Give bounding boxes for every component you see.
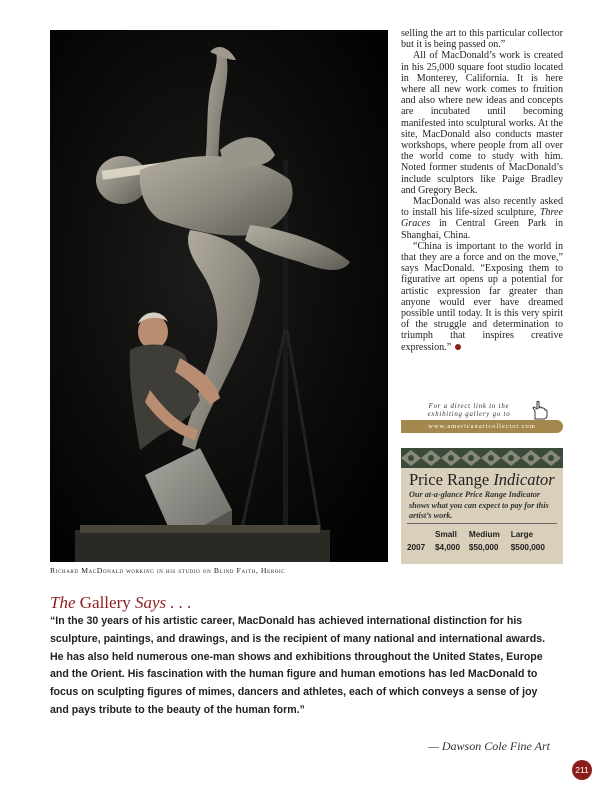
header-medium: Medium [468, 530, 500, 539]
price-range-indicator [401, 448, 563, 564]
artwork-title: Three Graces [401, 207, 563, 230]
studio-photo [50, 30, 388, 562]
price-range-title-italic: Indicator [493, 470, 555, 489]
paragraph-3-start: MacDonald was also recently asked to install his life-sized sculpture, [401, 196, 563, 219]
paragraph-3-end: in Central Green Park in Shanghai, China. [401, 218, 563, 241]
heading-the: The [50, 593, 76, 612]
sculpture-illustration [50, 30, 388, 562]
pointing-hand-icon [529, 399, 551, 421]
price-small: $4,000 [435, 543, 461, 552]
article-column [401, 28, 563, 353]
price-table-row [407, 541, 557, 554]
price-range-title-plain: Price Range [409, 470, 494, 489]
gallery-url-link[interactable]: www.americanartcollector.com [401, 420, 563, 433]
paragraph-3 [401, 196, 563, 241]
gallery-link-box [401, 397, 563, 437]
price-range-title [409, 470, 555, 490]
price-range-description: Our at-a-glance Price Range Indicator shows what you can expect to pay for this artist’s work. [409, 490, 549, 520]
link-intro-line-2: exhibiting gallery go to [427, 411, 511, 418]
link-intro-line-1: For a direct link to the [428, 403, 510, 410]
price-range-divider [407, 523, 557, 524]
header-large: Large [510, 530, 534, 539]
page-number: 211 [572, 760, 592, 780]
price-table-header-row [407, 528, 557, 541]
gallery-says-heading [50, 593, 192, 613]
header-small: Small [435, 530, 457, 539]
paragraph-4-text: “China is important to the world in that they are a force and on the move,” says MacDonald. “Exposing them to figurative art opens up a potential for artistic expression far greater than anyone would ever have dreamed possible until today. It is this very spirit of the struggle and determination to triumph that inspires creative expression.” [401, 240, 563, 353]
paragraph-4 [401, 241, 563, 353]
photo-caption: Richard MacDonald working in his studio on Blind Faith, Heroic [50, 566, 286, 575]
end-bullet-icon [455, 344, 461, 350]
gallery-quote: “In the 30 years of his artistic career, MacDonald has achieved international distinction for his sculpture, paintings, and drawings, and is the recipient of many national and international awards. He has also held numerous one-man shows and exhibitions throughout the United States, Europe and the Orient. His fascination with the human figure and human emotions has led MacDonald to focus on sculpting figures of mimes, dancers and athletes, each of which conveys a sense of joy and pays tribute to the beauty of the human form.” [50, 615, 546, 716]
ornamental-border [401, 448, 563, 468]
quote-attribution: — Dawson Cole Fine Art [428, 739, 550, 753]
paragraph-1: selling the art to this particular collector but it is being passed on.” [401, 28, 563, 51]
price-medium: $50,000 [468, 543, 499, 552]
price-table [407, 528, 557, 554]
heading-says: Says . . . [134, 593, 192, 612]
heading-gallery: Gallery [75, 593, 135, 612]
paragraph-2: All of MacDonald’s work is created in his 25,000 square foot studio located in Monterey, California. It is here where all new work comes to fruition and also where new ideas and concepts are incubated until becoming manifested into sculptural works. At the site, MacDonald also conducts master workshops, where people from all over the world come to study with him. Noted former students of MacDonald’s include sculptors like Paige Bradley and Gregory Beck. [401, 50, 563, 196]
price-large: $500,000 [510, 543, 545, 552]
price-year: 2007 [407, 543, 426, 552]
link-intro [409, 403, 529, 419]
